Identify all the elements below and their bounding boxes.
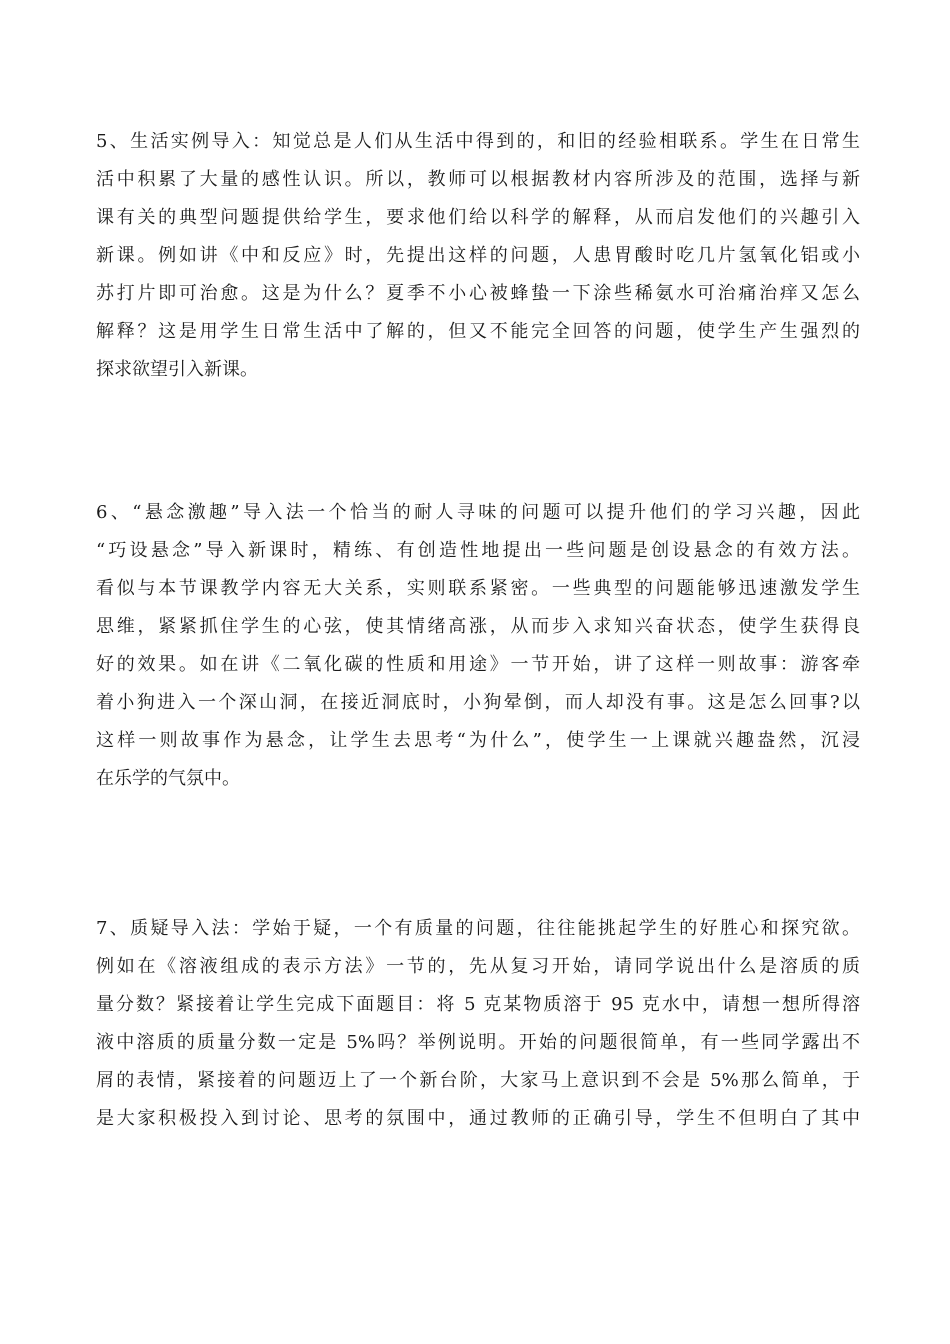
text-line: 新课。例如讲《中和反应》时，先提出这样的问题，人患胃酸时吃几片氢氧化铝或小 [96,245,860,266]
text-line: 量分数？紧接着让学生完成下面题目：将 5 克某物质溶于 95 克水中，请想一想所得溶 [96,994,860,1015]
text-line: 6、“悬念激趣”导入法一个恰当的耐人寻味的问题可以提升他们的学习兴趣，因此 [96,502,860,523]
text-line: 5、生活实例导入：知觉总是人们从生活中得到的，和旧的经验相联系。学生在日常生 [96,131,860,152]
text-line: 看似与本节课教学内容无大关系，实则联系紧密。一些典型的问题能够迅速激发学生 [96,578,860,599]
text-line: 探求欲望引入新课。 [96,359,258,380]
text-line: 屑的表情，紧接着的问题迈上了一个新台阶，大家马上意识到不会是 5%那么简单，于 [96,1070,860,1091]
text-line: 课有关的典型问题提供给学生，要求他们给以科学的解释，从而启发他们的兴趣引入 [96,207,860,228]
text-line: 液中溶质的质量分数一定是 5%吗？举例说明。开始的问题很简单，有一些同学露出不 [96,1032,860,1053]
text-line: “巧设悬念”导入新课时，精练、有创造性地提出一些问题是创设悬念的有效方法。 [96,540,860,561]
text-line: 活中积累了大量的感性认识。所以，教师可以根据教材内容所涉及的范围，选择与新 [96,169,860,190]
text-line: 7、质疑导入法：学始于疑，一个有质量的问题，往往能挑起学生的好胜心和探究欲。 [96,918,860,939]
text-line: 苏打片即可治愈。这是为什么？夏季不小心被蜂蛰一下涂些稀氨水可治痛治痒又怎么 [96,283,860,304]
paragraph-6 [96,494,860,798]
paragraph-5 [96,123,860,389]
text-line: 是大家积极投入到讨论、思考的氛围中，通过教师的正确引导，学生不但明白了其中 [96,1108,860,1129]
text-line: 着小狗进入一个深山洞，在接近洞底时，小狗晕倒，而人却没有事。这是怎么回事?以 [96,692,860,713]
text-line: 解释？这是用学生日常生活中了解的，但又不能完全回答的问题，使学生产生强烈的 [96,321,860,342]
text-line: 在乐学的气氛中。 [96,768,240,789]
paragraph-7 [96,910,860,1138]
text-line: 这样一则故事作为悬念，让学生去思考“为什么”，使学生一上课就兴趣盎然，沉浸 [96,730,860,751]
text-line: 例如在《溶液组成的表示方法》一节的，先从复习开始，请同学说出什么是溶质的质 [96,956,860,977]
text-line: 好的效果。如在讲《二氧化碳的性质和用途》一节开始，讲了这样一则故事：游客牵 [96,654,860,675]
text-line: 思维，紧紧抓住学生的心弦，使其情绪高涨，从而步入求知兴奋状态，使学生获得良 [96,616,860,637]
